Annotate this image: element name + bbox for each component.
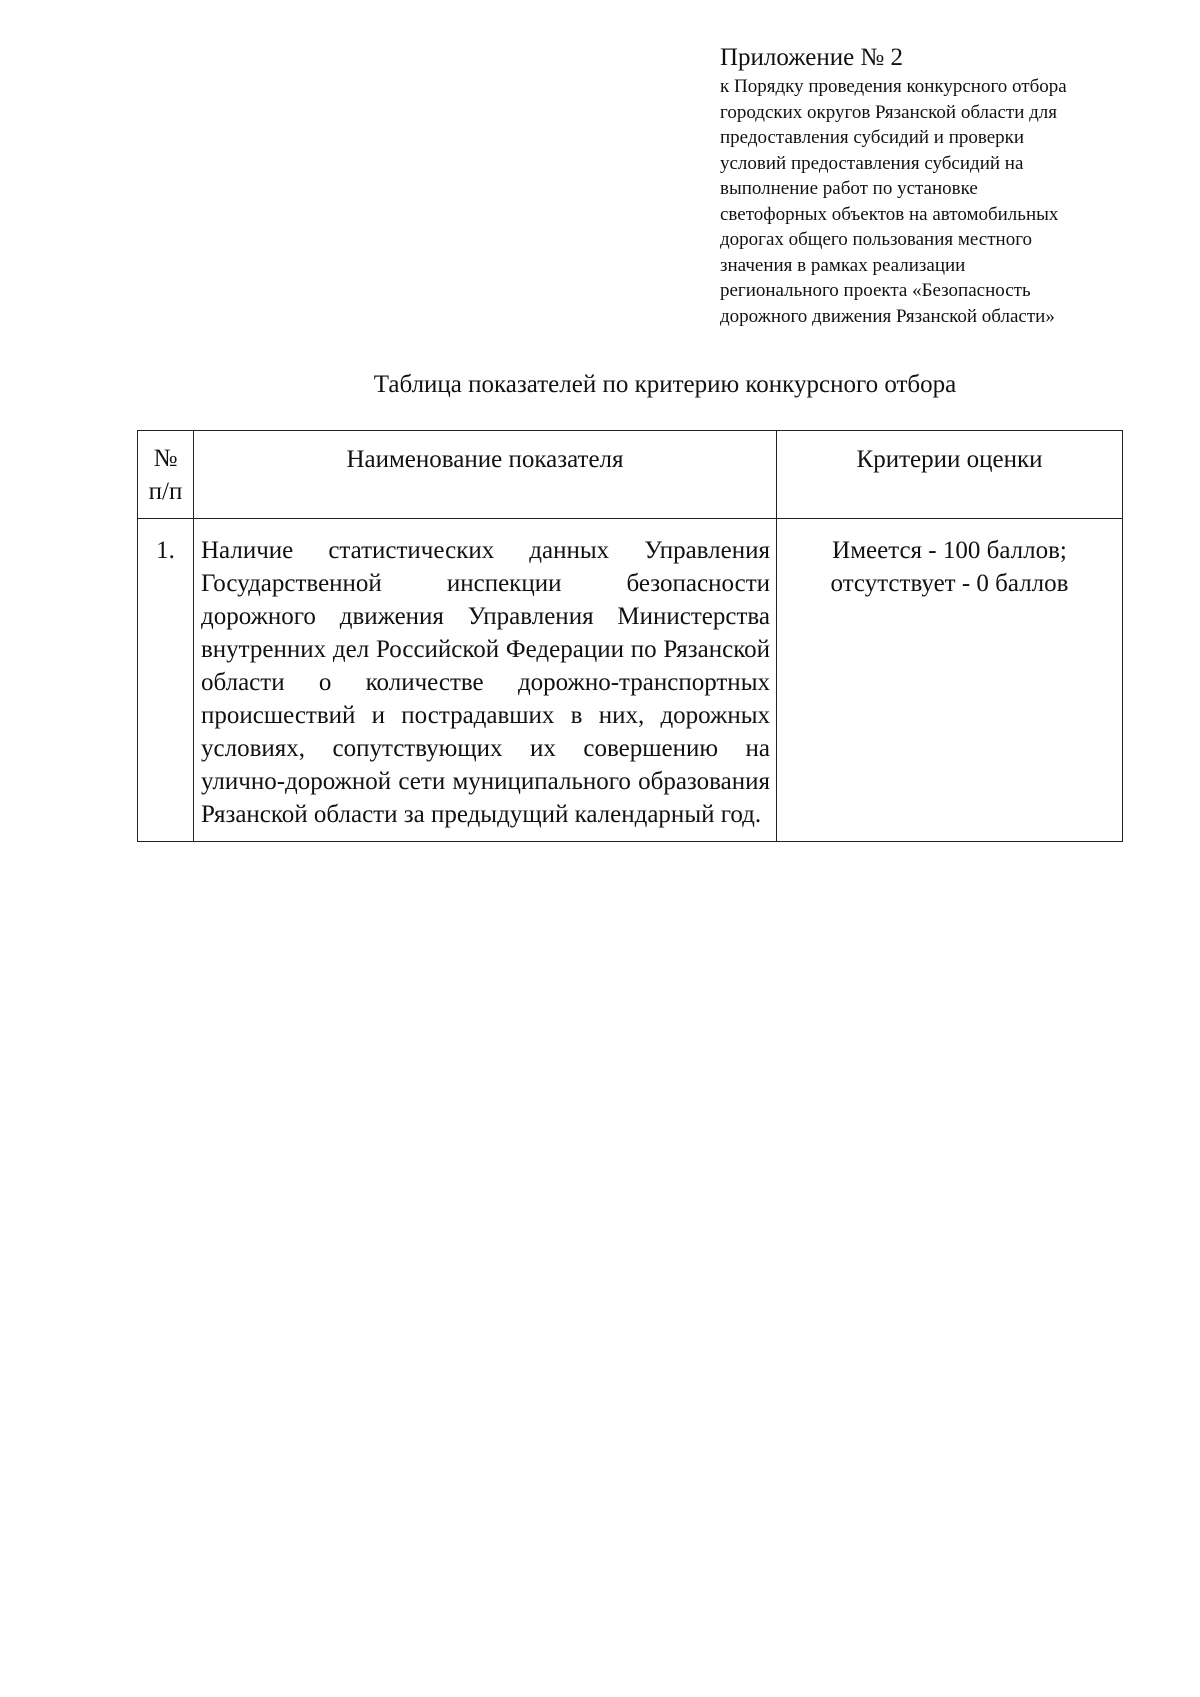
- header-number: [138, 431, 194, 519]
- appendix-block: [720, 44, 1140, 329]
- appendix-caption-line: к Порядку проведения конкурсного отбора: [720, 76, 1067, 97]
- appendix-caption-line: дорожного движения Рязанской области»: [720, 305, 1055, 327]
- header-criteria: Критерии оценки: [777, 431, 1123, 519]
- appendix-caption-line: значения в рамках реализации: [720, 254, 966, 276]
- header-number-symbol: №: [153, 445, 178, 472]
- table-row: [138, 519, 1123, 842]
- header-indicator-name: Наименование показателя: [194, 431, 777, 519]
- appendix-caption: [720, 74, 1140, 329]
- appendix-caption-line: городских округов Рязанской области для: [720, 101, 1057, 123]
- appendix-caption-line: условий предоставления субсидий на: [720, 152, 1024, 174]
- appendix-caption-line: предоставления субсидий и проверки: [720, 127, 1025, 148]
- appendix-caption-line: выполнение работ по установке: [720, 178, 978, 199]
- row-indicator-name: Наличие статистических данных Управления Государственной инспекции безопасности дорожного движения Управления Министерства внутренних дел Российской Федерации по Рязанской области о количестве дорожно-транспортных происшествий и пострадавших в них, дорожных условиях, сопутствующих их совершению на улично-дорожной сети муниципального образования Рязанской области за предыдущий календарный год.: [194, 519, 777, 842]
- table-title: Таблица показателей по критерию конкурсного отбора: [373, 371, 957, 398]
- criteria-table: [137, 430, 1123, 842]
- criteria-present: Имеется - 100 баллов;: [832, 537, 1067, 564]
- appendix-title: Приложение № 2: [720, 44, 904, 71]
- header-number-label: п/п: [148, 478, 183, 505]
- appendix-caption-line: регионального проекта «Безопасность: [720, 280, 1031, 301]
- row-criteria: [777, 519, 1123, 842]
- appendix-caption-line: дорогах общего пользования местного: [720, 229, 1033, 250]
- table-header-row: [138, 431, 1123, 519]
- criteria-absent: отсутствует - 0 баллов: [830, 570, 1069, 597]
- row-number: 1.: [138, 519, 194, 842]
- appendix-caption-line: светофорных объектов на автомобильных: [720, 203, 1059, 225]
